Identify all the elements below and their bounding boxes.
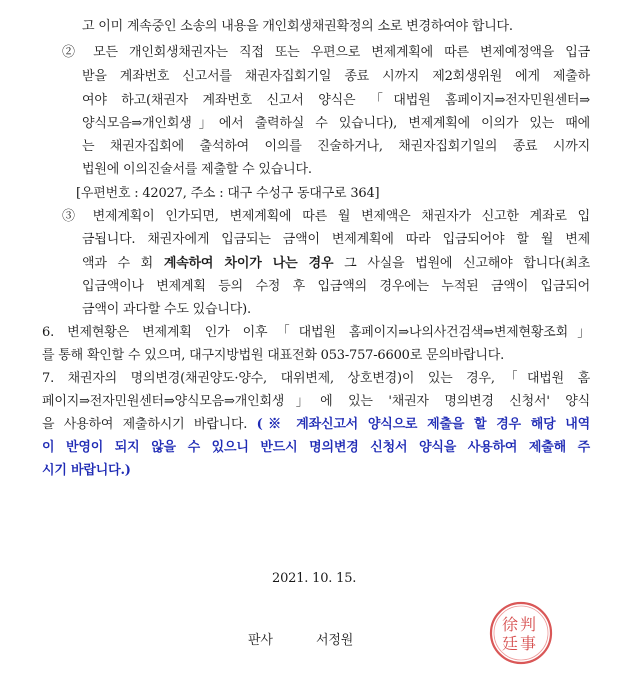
seal-char-3: 徐: [501, 615, 519, 634]
item-2-line-5: 는 채권자집회에 출석하여 이의를 진술하거나, 채권자집회기일의 종료 시까지: [82, 139, 590, 154]
document-date: 2021. 10. 15.: [272, 571, 357, 586]
item-3-line-4: 입금액이나 변제계획 등의 수정 후 입금액의 경우에는 누적된 금액이 입금되어: [82, 279, 590, 294]
seal-char-2: 事: [519, 634, 537, 653]
notice-line-3: 시기 바랍니다.): [42, 463, 131, 478]
court-seal-stamp: [488, 600, 554, 666]
item-6-line-1: 6. 변제현황은 변제계획 인가 이후「대법원 홈페이지⇒나의사건검색⇒변제현황조회」: [42, 325, 590, 340]
item-3-line-5: 금액이 과다할 수도 있습니다).: [82, 302, 251, 317]
item-3-line-1: ③ 변제계획이 인가되면, 변제계획에 따른 월 변제액은 채권자가 신고한 계좌로 입: [62, 209, 590, 224]
item-7-line-3: [42, 415, 590, 435]
postal-address: [우편번호 : 42027, 주소 : 대구 수성구 동대구로 364]: [76, 186, 380, 201]
item-6-line-2: 를 통해 확인할 수 있으며, 대구지방법원 대표전화 053-757-6600로 문의바랍니다.: [42, 348, 505, 363]
item-3-line-3-part-c: 그 사실을 법원에 신고해야 합니다(최초: [333, 256, 590, 271]
item-3-line-2: 금됩니다. 채권자에게 입금되는 금액이 변제계획에 따라 입금되어야 할 월 변제: [82, 232, 590, 247]
item-2-line-1: ② 모든 개인회생채권자는 직접 또는 우편으로 변제계획에 따른 변제예정액을 입금: [62, 45, 590, 60]
item-2-line-6: 법원에 이의진술서를 제출할 수 있습니다.: [82, 162, 312, 177]
judge-name: 서정원: [316, 633, 354, 648]
item-2-line-2: 받을 계좌번호 신고서를 채권자집회기일 종료 시까지 제2회생위원 에게 제출하: [82, 69, 590, 84]
notice-line-2: 이 반영이 되지 않을 수 있으니 반드시 명의변경 신청서 양식을 사용하여 제출해 주: [42, 440, 590, 455]
item-3-emphasis: 계속하여 차이가 나는 경우: [163, 256, 334, 271]
item-7-line-2: 페이지⇒전자민원센터⇒양식모음⇒개인회생」에 있는 '채권자 명의변경 신청서' 양식: [42, 394, 590, 409]
item-3-line-3: [82, 254, 590, 274]
item-3-line-3-part-a: 액과 수 회: [82, 256, 164, 271]
seal-char-1: 判: [519, 615, 537, 634]
judge-title: 판사: [248, 633, 273, 648]
text-line-1: 고 이미 계속중인 소송의 내용을 개인회생채권확정의 소로 변경하여야 합니다.: [82, 19, 513, 34]
item-7-line-3-text: 을 사용하여 제출하시기 바랍니다.: [42, 417, 248, 432]
item-7-line-1: 7. 채권자의 명의변경(채권양도·양수, 대위변제, 상호변경)이 있는 경우,「대법원 홈: [42, 371, 590, 386]
notice-line-1: (※ 계좌신고서 양식으로 제출을 할 경우 해당 내역: [256, 417, 590, 432]
item-2-line-4: 양식모음⇒개인회생」에서 출력하실 수 있습니다), 변제계획에 이의가 있는 때에: [82, 116, 590, 131]
seal-char-4: 廷: [501, 634, 519, 653]
item-2-line-3: 여야 하고(채권자 계좌번호 신고서 양식은 「대법원 홈페이지⇒전자민원센터⇒: [82, 93, 590, 108]
